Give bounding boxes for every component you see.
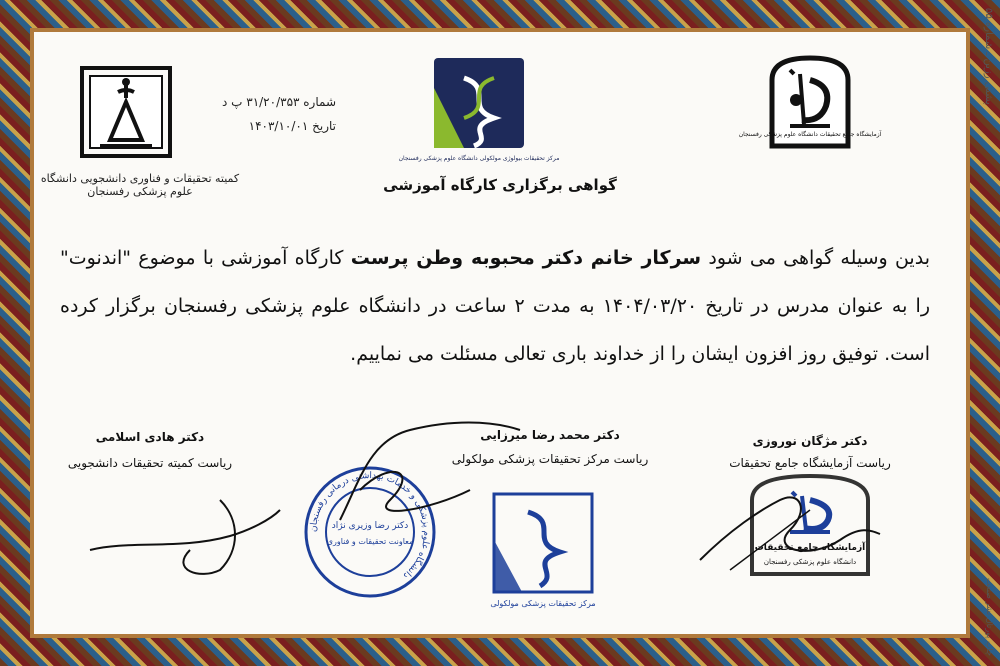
signatory-left xyxy=(50,430,250,470)
signatory-right-name: دکتر مژگان نوروزی xyxy=(752,434,868,448)
left-logo-caption: کمیته تحقیقات و فناوری دانشجویی دانشگاه علوم پزشکی رفسنجان xyxy=(40,172,240,198)
signatory-center-name: دکتر محمد رضا میرزایی xyxy=(480,428,620,442)
document-meta xyxy=(176,90,336,138)
signature-center xyxy=(330,400,530,530)
signature-right xyxy=(690,470,890,580)
certificate-body xyxy=(60,234,930,378)
recipient-name: سرکار خانم دکتر محبوبه وطن پرست xyxy=(350,247,702,269)
body-text-part1: بدین وسیله گواهی می شود xyxy=(701,247,930,269)
signatory-left-role: ریاست کمیته تحقیقات دانشجویی xyxy=(67,456,233,470)
round-stamp-inner-line2: معاونت تحقیقات و فناوری xyxy=(326,537,414,546)
signature-left xyxy=(70,480,290,590)
signatory-right xyxy=(720,434,900,470)
side-note-top: پشتی رزین ـ شماره ۵۵ xyxy=(983,8,994,105)
molecular-center-stamp-text: مرکز تحقیقات پزشکی مولکولی xyxy=(490,599,596,608)
laboratory-stamp-line1: آزمایشگاه جامع تحقیقات xyxy=(754,543,866,553)
signatory-right-role: ریاست آزمایشگاه جامع تحقیقات xyxy=(729,456,891,470)
research-laboratory-logo xyxy=(738,50,882,160)
student-research-committee-logo xyxy=(72,58,180,168)
document-number: شماره ۳۱/۲۰/۳۵۳ پ د xyxy=(221,95,336,109)
round-stamp-inner-line1: دکتر رضا وزیری نژاد xyxy=(331,521,409,531)
body-text-part2: کارگاه آموزشی با موضوع "اندنوت" را به عنوان مدرس در تاریخ ۱۴۰۴/۰۳/۲۰ به مدت ۲ ساعت در دانشگاه علوم پزشکی رفسنجان برگزار کرده است. توفیق روز افزون ایشان را از خداوند باری تعالی مسئلت می نماییم. xyxy=(60,247,930,365)
signatory-center-role: ریاست مرکز تحقیقات پزشکی مولکولی xyxy=(451,452,649,466)
round-stamp-ring-text: دانشگاه علوم پزشکی و خدمات بهداشتی درمانی رفسنجان xyxy=(308,470,432,581)
laboratory-stamp-line2: دانشگاه علوم پزشکی رفسنجان xyxy=(763,558,857,566)
center-logo-caption: مرکز تحقیقات بیولوژی مولکولی دانشگاه علوم پزشکی رفسنجان xyxy=(398,155,560,162)
certificate-title: گواهی برگزاری کارگاه آموزشی xyxy=(383,176,617,194)
molecular-biology-center-logo xyxy=(398,48,560,168)
right-logo-caption: آزمایشگاه جامع تحقیقات دانشگاه علوم پزشکی رفسنجان xyxy=(738,131,882,138)
side-note-bottom: چاپ پورتال نشر صنعت xyxy=(985,578,994,656)
document-date: تاریخ ۱۴۰۳/۱۰/۰۱ xyxy=(248,119,336,133)
signatory-left-name: دکتر هادی اسلامی xyxy=(95,430,205,444)
